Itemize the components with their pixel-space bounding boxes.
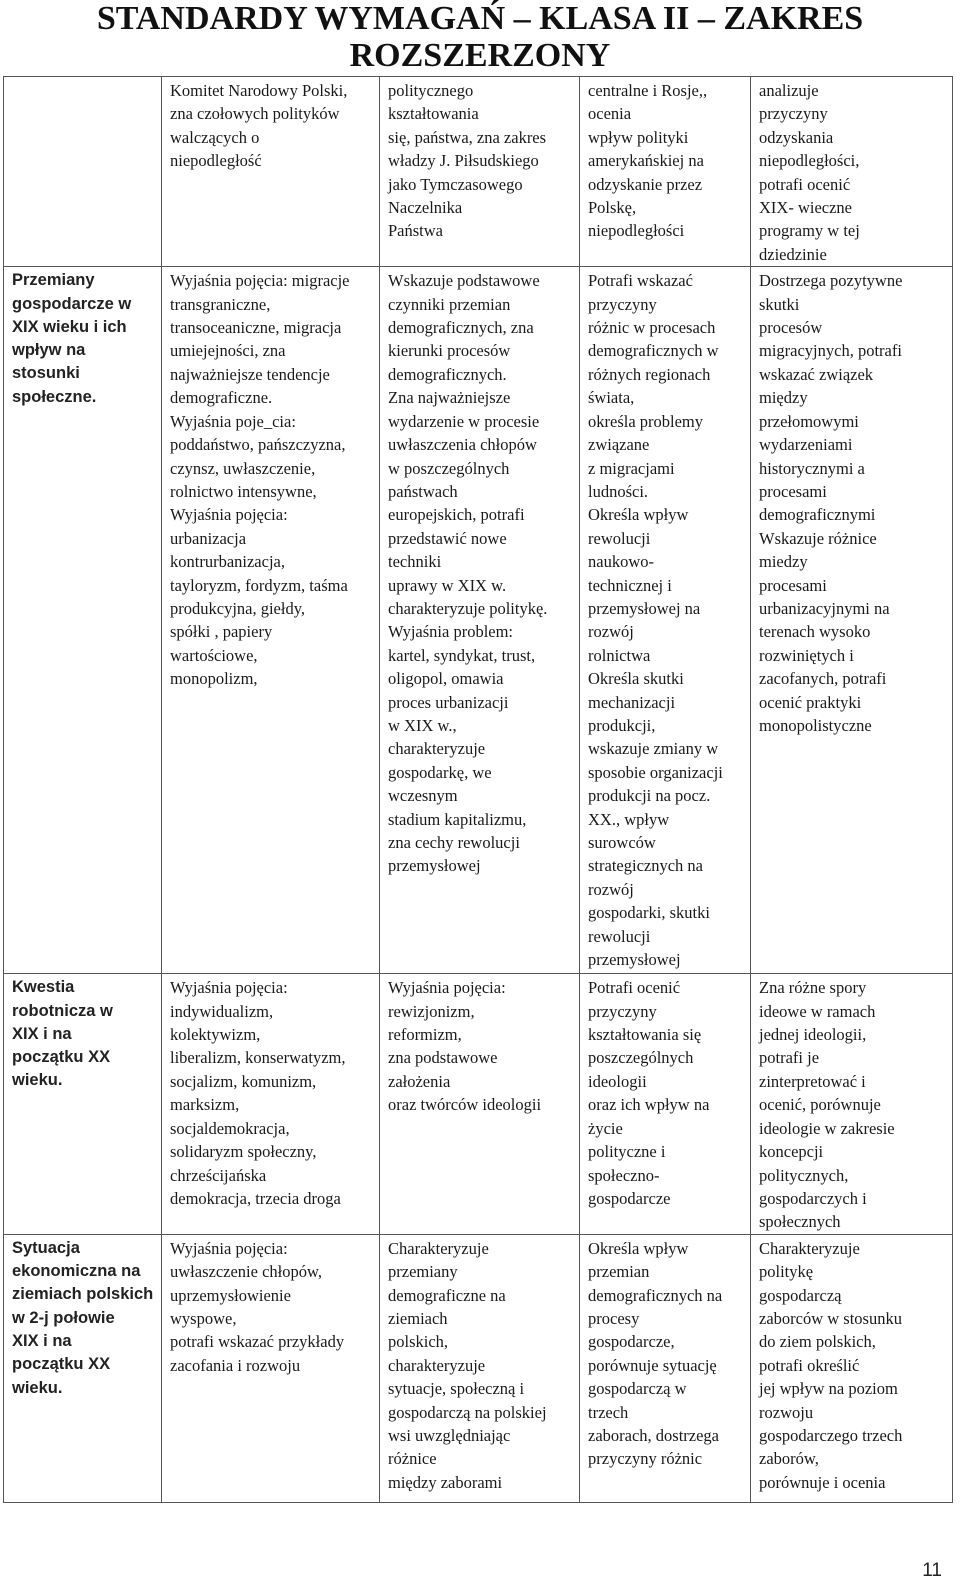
requirement-line: solidaryzm społeczny,	[170, 1142, 317, 1162]
requirement-line: gospodarcze	[588, 1188, 671, 1208]
page-title-line-2: ROZSZERZONY	[349, 37, 611, 74]
requirement-line: demograficznych.	[388, 364, 507, 384]
requirement-cell	[580, 267, 751, 974]
requirement-line: naukowo-	[588, 552, 654, 572]
requirement-line: Wyjaśnia problem:	[388, 622, 514, 642]
requirement-cell	[380, 267, 580, 974]
table-row	[4, 974, 953, 1234]
requirement-line: zna podstawowe	[388, 1048, 498, 1068]
requirement-line: socjalizm, komunizm,	[170, 1071, 317, 1091]
requirement-cell	[380, 974, 580, 1234]
topic-cell	[4, 1234, 162, 1502]
requirement-line: kształtowania się	[588, 1025, 702, 1045]
requirement-line: wpływ polityki	[588, 127, 689, 147]
requirement-line: ziemiach	[388, 1308, 448, 1328]
requirement-cell	[380, 1234, 580, 1502]
requirement-line: w XIX w.,	[388, 715, 457, 735]
requirement-line: przemysłowej	[588, 950, 681, 970]
requirement-line: różnych regionach	[588, 364, 711, 384]
requirement-line: związane	[588, 435, 650, 455]
requirement-line: strategicznych na	[588, 856, 703, 876]
requirement-line: Państwa	[388, 221, 443, 241]
requirement-cell	[751, 1234, 953, 1502]
requirement-line: monopolistyczne	[759, 715, 872, 735]
requirement-line: jej wpływ na poziom	[759, 1379, 898, 1399]
requirement-line: demograficzne.	[170, 388, 273, 408]
requirement-line: kolektywizm,	[170, 1025, 261, 1045]
requirement-line: proces urbanizacji	[388, 692, 509, 712]
requirement-line: wskazać związek	[759, 364, 874, 384]
requirement-line: demokracja, trzecia droga	[170, 1188, 341, 1208]
requirement-cell	[580, 77, 751, 267]
requirement-line: analizuje	[759, 81, 819, 100]
requirement-line: porównuje i ocenia	[759, 1472, 886, 1492]
requirement-line: politycznych,	[759, 1165, 849, 1185]
requirement-line: demograficznymi	[759, 505, 876, 525]
requirement-line: zaborach, dostrzega	[588, 1425, 720, 1445]
requirement-cell	[162, 77, 380, 267]
requirement-line: potrafi wskazać przykłady	[170, 1332, 345, 1352]
requirement-line: skutki	[759, 294, 800, 314]
page-title-line-1: STANDARDY WYMAGAŃ – KLASA II – ZAKRES	[96, 0, 864, 37]
requirement-line: się, państwa, zna zakres	[388, 127, 547, 147]
requirement-line: kartel, syndykat, trust,	[388, 645, 536, 665]
requirement-line: najważniejsze tendencje	[170, 364, 330, 384]
topic-line: Przemiany	[12, 271, 95, 290]
requirement-line: transoceaniczne, migracja	[170, 318, 342, 338]
requirement-line: Wyjaśnia pojęcia:	[170, 978, 288, 998]
requirement-line: przemysłowej na	[588, 598, 701, 618]
requirement-line: kontrurbanizacja,	[170, 552, 285, 572]
topic-line: XIX i na	[12, 1024, 72, 1043]
requirement-line: europejskich, potrafi	[388, 505, 525, 525]
requirement-line: procesy	[588, 1308, 640, 1328]
requirement-line: surowców	[588, 833, 656, 852]
requirement-line: świata,	[588, 388, 635, 408]
requirement-line: uprawy w XIX w.	[388, 575, 507, 595]
requirement-line: poddaństwo, pańszczyzna,	[170, 435, 346, 455]
requirement-line: produkcji na pocz.	[588, 786, 711, 806]
requirement-line: terenach wysoko	[759, 622, 871, 642]
requirement-line: wartościowe,	[170, 645, 258, 665]
requirement-line: walczących o	[170, 127, 260, 147]
requirement-line: sposobie organizacji	[588, 762, 723, 782]
topic-line: robotnicza w	[12, 1001, 113, 1020]
topic-line: Sytuacja	[12, 1238, 80, 1257]
requirement-line: ideologie w zakresie	[759, 1118, 895, 1138]
requirement-line: politycznego	[388, 81, 474, 100]
requirement-line: uwłaszczenie chłopów,	[170, 1262, 322, 1282]
requirements-table	[3, 76, 953, 1503]
requirement-line: rolnictwo intensywne,	[170, 481, 317, 501]
requirement-line: przyczyny	[588, 294, 657, 314]
requirement-line: socjaldemokracja,	[170, 1118, 290, 1138]
requirement-line: wydarzenie w procesie	[388, 411, 540, 431]
requirement-line: koncepcji	[759, 1142, 824, 1162]
requirement-line: rolnictwa	[588, 645, 651, 665]
requirement-line: potrafi określić	[759, 1355, 860, 1375]
requirement-line: społeczno-	[588, 1165, 660, 1185]
topic-cell	[4, 267, 162, 974]
requirement-line: Potrafi ocenić	[588, 978, 681, 998]
topic-line: Kwestia	[12, 978, 75, 997]
topic-line: XIX wieku i ich	[12, 317, 127, 336]
requirement-line: rewolucji	[588, 926, 651, 946]
requirement-line: produkcji,	[588, 715, 656, 735]
page-title	[40, 0, 920, 74]
requirement-line: czynsz, uwłaszczenie,	[170, 458, 316, 478]
requirement-cell	[580, 974, 751, 1234]
requirement-line: migracyjnych, potrafi	[759, 341, 902, 361]
requirement-line: indywidualizm,	[170, 1001, 274, 1021]
requirement-line: technicznej i	[588, 575, 672, 595]
requirement-line: wsi uwzględniając	[388, 1425, 511, 1445]
requirement-line: tayloryzm, fordyzm, taśma	[170, 575, 348, 595]
topic-line: wpływ na	[12, 341, 86, 360]
requirement-line: monopolizm,	[170, 669, 258, 689]
requirement-line: uprzemysłowienie	[170, 1285, 291, 1305]
requirement-line: procesami	[759, 481, 827, 501]
requirement-line: wczesnym	[388, 786, 458, 806]
requirement-line: Wyjaśnia poje_cia:	[170, 411, 296, 431]
requirement-line: odzyskanie przez	[588, 174, 703, 194]
requirement-line: historycznymi a	[759, 458, 865, 478]
requirement-line: centralne i Rosje,,	[588, 81, 708, 100]
requirement-line: przemian	[588, 1262, 650, 1282]
requirement-line: Charakteryzuje	[388, 1238, 489, 1258]
requirement-line: poszczególnych	[588, 1048, 694, 1068]
requirement-line: rozwiniętych i	[759, 645, 854, 665]
requirement-cell	[751, 267, 953, 974]
requirement-line: rewolucji	[588, 528, 651, 548]
requirement-line: przemiany	[388, 1262, 458, 1282]
requirement-line: w poszczególnych	[388, 458, 510, 478]
requirement-line: zna cechy rewolucji	[388, 833, 520, 852]
requirement-line: demograficznych w	[588, 341, 719, 361]
requirement-line: władzy J. Piłsudskiego	[388, 151, 539, 171]
requirement-line: Określa skutki	[588, 669, 684, 689]
requirement-line: spółki , papiery	[170, 622, 273, 642]
requirement-line: rozwój	[588, 622, 634, 642]
requirement-line: zaborów,	[759, 1449, 819, 1469]
requirement-line: gospodarczych i	[759, 1188, 867, 1208]
topic-line: ekonomiczna na	[12, 1262, 141, 1281]
table-row	[4, 77, 953, 267]
requirement-line: politykę	[759, 1262, 814, 1282]
topic-line: wieku.	[12, 1378, 63, 1397]
requirement-line: demograficznych na	[588, 1285, 723, 1305]
requirement-line: różnice	[388, 1449, 437, 1469]
requirement-line: ocenić praktyki	[759, 692, 862, 712]
topic-line: ziemiach polskich	[12, 1285, 154, 1304]
requirement-line: przyczyny	[759, 104, 828, 124]
requirement-line: gospodarki, skutki	[588, 903, 710, 923]
requirement-line: Wskazuje różnice	[759, 528, 877, 548]
requirement-line: Polskę,	[588, 198, 637, 218]
requirement-line: ocenia	[588, 104, 632, 124]
requirement-line: charakteryzuje politykę.	[388, 598, 548, 618]
requirement-line: przemysłowej	[388, 856, 481, 876]
requirement-line: potrafi ocenić	[759, 174, 851, 194]
topic-line: w 2-j połowie	[12, 1308, 115, 1327]
requirement-line: reformizm,	[388, 1025, 462, 1045]
topic-line: społeczne.	[12, 387, 97, 406]
requirement-line: oligopol, omawia	[388, 669, 504, 689]
requirement-cell	[380, 77, 580, 267]
requirement-line: liberalizm, konserwatyzm,	[170, 1048, 346, 1068]
requirement-line: zacofania i rozwoju	[170, 1355, 301, 1375]
requirement-line: procesów	[759, 318, 823, 338]
requirement-line: założenia	[388, 1071, 451, 1091]
requirement-line: charakteryzuje	[388, 739, 486, 759]
requirement-line: programy w tej	[759, 221, 860, 241]
requirement-line: Potrafi wskazać	[588, 271, 693, 291]
requirement-line: miedzy	[759, 552, 808, 572]
requirement-line: demograficznych, zna	[388, 318, 534, 338]
requirement-line: marksizm,	[170, 1095, 240, 1115]
requirement-line: chrześcijańska	[170, 1165, 267, 1185]
topic-line: początku XX	[12, 1048, 111, 1067]
requirement-line: sytuacje, społeczną i	[388, 1379, 525, 1399]
requirement-line: między	[759, 388, 808, 408]
requirement-line: zinterpretować i	[759, 1071, 866, 1091]
requirement-line: przełomowymi	[759, 411, 859, 431]
requirement-line: Zna różne spory	[759, 978, 867, 998]
requirement-line: wydarzeniami	[759, 435, 853, 455]
requirement-line: do ziem polskich,	[759, 1332, 876, 1352]
requirement-line: umiejejności, zna	[170, 341, 286, 361]
requirement-line: przyczyny różnic	[588, 1449, 703, 1469]
table-row	[4, 267, 953, 974]
requirement-cell	[751, 974, 953, 1234]
requirement-line: Dostrzega pozytywne	[759, 271, 903, 291]
requirement-line: kształtowania	[388, 104, 479, 124]
requirement-line: jednej ideologii,	[759, 1025, 867, 1045]
requirement-line: gospodarkę, we	[388, 762, 492, 782]
requirement-line: polityczne i	[588, 1142, 666, 1162]
requirement-line: produkcyjna, giełdy,	[170, 598, 306, 618]
topic-line: stosunki	[12, 364, 80, 383]
requirement-line: potrafi je	[759, 1048, 820, 1068]
topic-line: początku XX	[12, 1355, 111, 1374]
requirement-cell	[751, 77, 953, 267]
requirement-line: określa problemy	[588, 411, 704, 431]
requirement-line: stadium kapitalizmu,	[388, 809, 527, 829]
requirement-line: różnic w procesach	[588, 318, 716, 338]
requirement-line: dziedzinie	[759, 244, 827, 264]
requirement-line: zacofanych, potrafi	[759, 669, 887, 689]
requirement-line: oraz twórców ideologii	[388, 1095, 542, 1115]
requirement-line: amerykańskiej na	[588, 151, 704, 171]
requirement-cell	[580, 1234, 751, 1502]
requirement-line: urbanizacyjnymi na	[759, 598, 890, 618]
requirement-line: trzech	[588, 1402, 629, 1422]
requirement-line: społecznych	[759, 1212, 841, 1232]
page-number: 11	[922, 1560, 942, 1581]
topic-cell	[4, 974, 162, 1234]
requirement-line: ideologii	[588, 1071, 647, 1091]
requirement-line: ludności.	[588, 481, 649, 501]
requirement-line: zaborców w stosunku	[759, 1308, 902, 1328]
requirement-line: Charakteryzuje	[759, 1238, 860, 1258]
requirement-line: Komitet Narodowy Polski,	[170, 81, 348, 100]
requirement-line: przyczyny	[588, 1001, 657, 1021]
requirement-cell	[162, 974, 380, 1234]
topic-line: gospodarcze w	[12, 294, 132, 313]
requirement-line: uwłaszczenia chłopów	[388, 435, 537, 455]
requirement-line: Wskazuje podstawowe	[388, 271, 540, 291]
requirement-line: Wyjaśnia pojęcia:	[388, 978, 506, 998]
requirement-line: demograficzne na	[388, 1285, 506, 1305]
requirement-line: oraz ich wpływ na	[588, 1095, 710, 1115]
requirement-line: Wyjaśnia pojęcia:	[170, 505, 288, 525]
requirement-line: z migracjami	[588, 458, 675, 478]
requirement-line: zna czołowych polityków	[170, 104, 340, 124]
requirement-line: Wyjaśnia pojęcia: migracje	[170, 271, 350, 291]
requirement-cell	[162, 267, 380, 974]
table-row	[4, 1234, 953, 1502]
requirement-line: przedstawić nowe	[388, 528, 507, 548]
requirement-cell	[162, 1234, 380, 1502]
requirement-line: charakteryzuje	[388, 1355, 486, 1375]
topic-cell	[4, 77, 162, 267]
requirement-line: wskazuje zmiany w	[588, 739, 719, 759]
topic-line: wieku.	[12, 1071, 63, 1090]
requirement-line: Określa wpływ	[588, 505, 689, 525]
requirement-line: gospodarczą na polskiej	[388, 1402, 547, 1422]
requirement-line: procesami	[759, 575, 827, 595]
requirement-line: Naczelnika	[388, 198, 463, 218]
requirement-line: rewizjonizm,	[388, 1001, 475, 1021]
requirement-line: jako Tymczasowego	[388, 174, 523, 194]
requirement-line: gospodarczą w	[588, 1379, 687, 1399]
requirement-line: Zna najważniejsze	[388, 388, 511, 408]
requirement-line: ocenić, porównuje	[759, 1095, 881, 1115]
requirement-line: czynniki przemian	[388, 294, 511, 314]
requirement-line: mechanizacji	[588, 692, 676, 712]
requirement-line: XIX- wieczne	[759, 198, 852, 218]
requirement-line: techniki	[388, 552, 442, 572]
requirement-line: niepodległość	[170, 151, 262, 171]
requirement-line: kierunki procesów	[388, 341, 511, 361]
table-body	[4, 77, 953, 1503]
requirement-line: gospodarczą	[759, 1285, 842, 1305]
requirement-line: niepodległości,	[759, 151, 860, 171]
requirement-line: państwach	[388, 481, 458, 501]
requirement-line: Określa wpływ	[588, 1238, 689, 1258]
requirement-line: ideowe w ramach	[759, 1001, 876, 1021]
requirement-line: rozwój	[588, 879, 634, 899]
topic-line: XIX i na	[12, 1331, 72, 1350]
requirement-line: między zaborami	[388, 1472, 503, 1492]
requirement-line: wyspowe,	[170, 1308, 237, 1328]
requirement-line: gospodarcze,	[588, 1332, 675, 1352]
requirement-line: rozwoju	[759, 1402, 814, 1422]
requirement-line: XX., wpływ	[588, 809, 670, 829]
requirement-line: Wyjaśnia pojęcia:	[170, 1238, 288, 1258]
requirement-line: niepodległości	[588, 221, 685, 241]
requirement-line: urbanizacja	[170, 528, 247, 548]
requirement-line: życie	[588, 1118, 623, 1138]
requirement-line: transgraniczne,	[170, 294, 271, 314]
requirement-line: gospodarczego trzech	[759, 1425, 903, 1445]
requirement-line: polskich,	[388, 1332, 449, 1352]
requirement-line: odzyskania	[759, 127, 834, 147]
requirement-line: porównuje sytuację	[588, 1355, 717, 1375]
